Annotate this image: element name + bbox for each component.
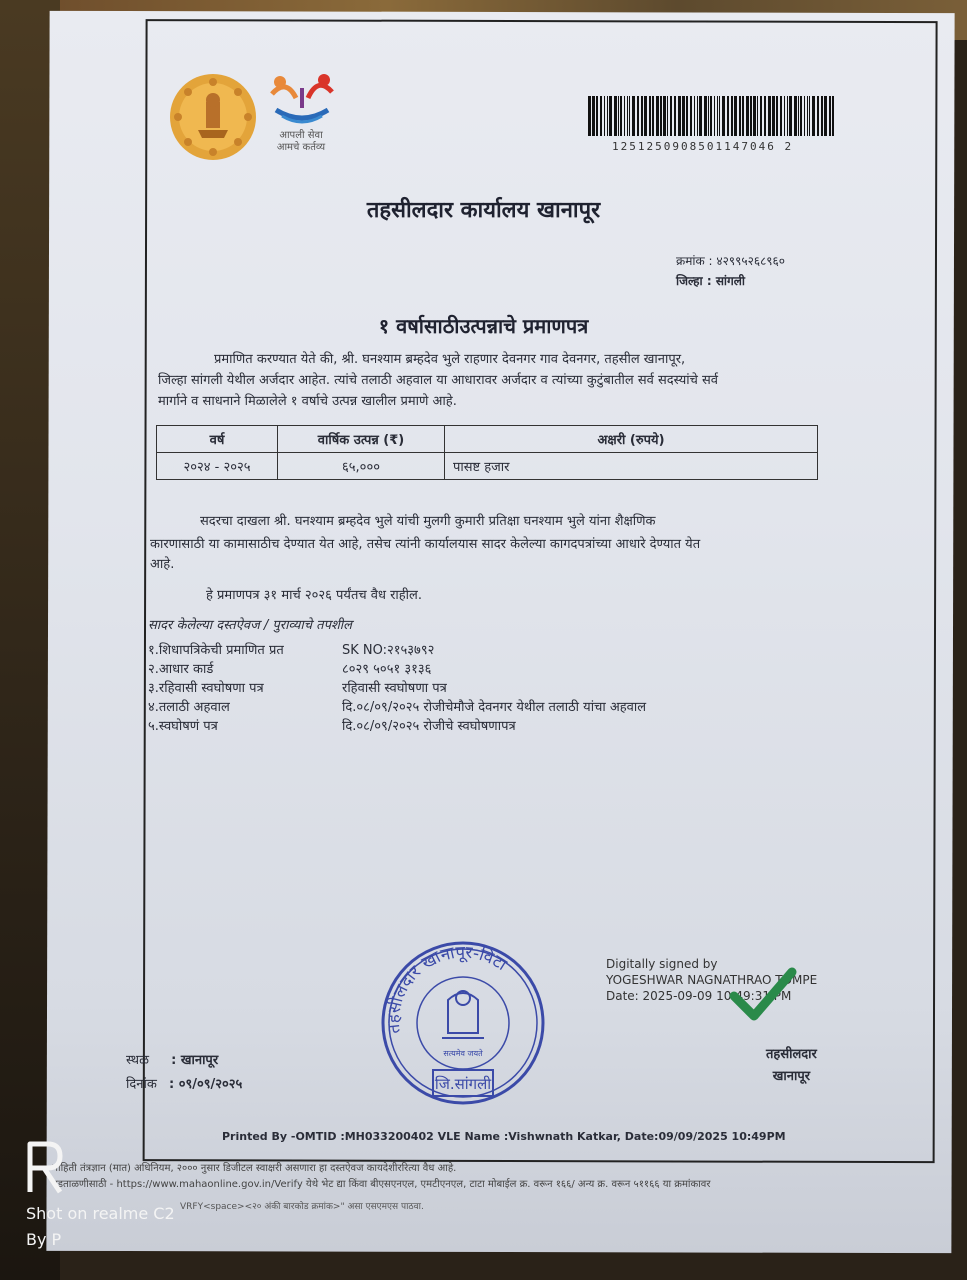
barcode-bar bbox=[757, 96, 758, 136]
barcode-bar bbox=[719, 96, 720, 136]
place-row bbox=[126, 1050, 218, 1068]
date-row bbox=[126, 1074, 242, 1092]
cell-income: ६५,००० bbox=[278, 453, 445, 480]
document-name: ३.रहिवासी स्वघोषणा पत्र bbox=[148, 681, 264, 696]
barcode-bar bbox=[794, 96, 797, 136]
cell-year: २०२४ - २०२५ bbox=[157, 453, 278, 480]
barcode-bar bbox=[717, 96, 718, 136]
district: जिल्हा : सांगली bbox=[676, 274, 746, 288]
barcode-bar bbox=[817, 96, 819, 136]
barcode-bar bbox=[596, 96, 598, 136]
document-name: ५.स्वघोषणं पत्र bbox=[148, 719, 218, 734]
documents-heading: सादर केलेल्या दस्तऐवज / पुराव्याचे तपशील bbox=[148, 618, 352, 633]
barcode-bar bbox=[678, 96, 681, 136]
cell-words: पासष्ट हजार bbox=[445, 453, 818, 480]
tahsildar-seal-icon bbox=[378, 938, 548, 1108]
barcode-bar bbox=[821, 96, 823, 136]
barcode-bar bbox=[772, 96, 775, 136]
document-name: २.आधार कार्ड bbox=[148, 662, 214, 677]
para2-line1: सदरचा दाखला श्री. घनश्याम ब्रम्हदेव भुले यांची मुलगी कुमारी प्रतिक्षा घनश्याम भुले यांना शैक्षणिक bbox=[200, 514, 656, 529]
barcode-bar bbox=[592, 96, 595, 136]
seal-outer-text: तहसीलदार खानापूर-विटा bbox=[383, 942, 511, 1035]
barcode-bar bbox=[674, 96, 676, 136]
barcode-bar bbox=[809, 96, 810, 136]
document-value: रहिवासी स्वघोषणा पत्र bbox=[342, 681, 447, 696]
barcode-bar bbox=[776, 96, 778, 136]
date-label: दिनांक bbox=[126, 1077, 157, 1092]
kramank: क्रमांक : ४२९९५२६८९६० bbox=[676, 254, 786, 268]
barcode-bar bbox=[784, 96, 785, 136]
barcode-bar bbox=[780, 96, 782, 136]
barcode-bar bbox=[739, 96, 741, 136]
barcode-bar bbox=[629, 96, 630, 136]
document-value: ८०२९ ५०५१ ३१३६ bbox=[342, 662, 432, 677]
realme-logo-icon bbox=[26, 1140, 66, 1196]
barcode-bar bbox=[588, 96, 591, 136]
signature-line1: Digitally signed by bbox=[606, 957, 718, 971]
barcode-bar bbox=[663, 96, 666, 136]
barcode-bar bbox=[708, 96, 709, 136]
barcode-bar bbox=[714, 96, 715, 136]
barcode-bar bbox=[686, 96, 688, 136]
date-value: : ०९/०९/२०२५ bbox=[168, 1077, 243, 1092]
barcode-bar bbox=[667, 96, 668, 136]
table-row bbox=[157, 453, 818, 480]
aapli-seva-logo-icon bbox=[266, 68, 338, 128]
camera-watermark-line1: Shot on realme C2 bbox=[26, 1204, 175, 1223]
barcode-bar bbox=[637, 96, 639, 136]
barcode-bar bbox=[652, 96, 654, 136]
seva-tagline: आपली सेवा आमचे कर्तव्य bbox=[276, 130, 326, 153]
barcode-bar bbox=[768, 96, 771, 136]
barcode-bar bbox=[600, 96, 602, 136]
para1-line3: मार्गाने व साधनाने मिळालेले १ वर्षाचे उत्पन्न खालील प्रमाणे आहे. bbox=[158, 394, 457, 409]
barcode-bar bbox=[731, 96, 733, 136]
signature-valid-check-icon bbox=[728, 964, 798, 1024]
barcode-bar bbox=[694, 96, 695, 136]
barcode-bar bbox=[620, 96, 622, 136]
barcode-bar bbox=[682, 96, 685, 136]
barcode-bar bbox=[722, 96, 725, 136]
barcode-bar bbox=[649, 96, 651, 136]
barcode-bar bbox=[742, 96, 744, 136]
barcode-bar bbox=[624, 96, 625, 136]
barcode-bar bbox=[746, 96, 749, 136]
footer-line2: पडताळणीसाठी - https://www.mahaonline.gov.in/Verify येथे भेट द्या किंवा बीएसएनएल, एमटीएनएल, टाटा मोबाईल क्र. वरून १६६/ अन्य क्र. वरून ५११६६ या क्रमांकावर bbox=[52, 1179, 711, 1190]
barcode-bar bbox=[660, 96, 662, 136]
barcode-bar bbox=[789, 96, 792, 136]
barcode-bar bbox=[734, 96, 737, 136]
barcode-bar bbox=[697, 96, 698, 136]
barcode-bar bbox=[750, 96, 752, 136]
para1-line2: जिल्हा सांगली येथील अर्जदार आहेत. त्यांचे तलाठी अहवाल या आधारावर अर्जदार व त्यांच्या कुटुंबातील सर्व सदस्यांचे सर्व bbox=[158, 373, 719, 388]
barcode-bar bbox=[804, 96, 805, 136]
document-name: १.शिधापत्रिकेची प्रमाणित प्रत bbox=[148, 643, 284, 658]
seal-bottom-text: जि.सांगली bbox=[434, 1075, 492, 1093]
para1-line1: प्रमाणित करण्यात येते की, श्री. घनश्याम ब्रम्हदेव भुले राहणार देवनगर गाव देवनगर, तहसील खानापूर, bbox=[214, 352, 686, 367]
barcode-bar bbox=[644, 96, 647, 136]
barcode-bar bbox=[787, 96, 788, 136]
tahsildar-designation bbox=[766, 1044, 817, 1088]
document-value: दि.०८/०९/२०२५ रोजीचेमौजे देवनगर येथील तलाठी यांचा अहवाल bbox=[342, 700, 647, 715]
barcode-bar bbox=[812, 96, 815, 136]
table-header-row bbox=[157, 426, 818, 453]
barcode-bar bbox=[764, 96, 766, 136]
barcode-bar bbox=[798, 96, 799, 136]
barcode-bar bbox=[807, 96, 808, 136]
footer-line1: माहिती तंत्रज्ञान (मात) अधिनियम, २००० नुसार डिजीटल स्वाक्षरी असणारा हा दस्तऐवज कायदेशीररित्या वैध आहे. bbox=[52, 1163, 457, 1174]
seal-motto: सत्यमेव जयते bbox=[443, 1049, 483, 1058]
maharashtra-emblem-icon bbox=[168, 72, 258, 162]
barcode-bar bbox=[609, 96, 612, 136]
certificate-title: १ वर्षासाठीउत्पन्नाचे प्रमाणपत्र bbox=[378, 314, 589, 338]
signature-date: Date: 2025-09-09 10:49:31 PM bbox=[606, 989, 792, 1003]
barcode-bar bbox=[618, 96, 619, 136]
camera-watermark-line2: By P bbox=[26, 1230, 62, 1249]
barcode-icon bbox=[588, 96, 838, 136]
barcode-bar bbox=[670, 96, 672, 136]
barcode-bar bbox=[800, 96, 802, 136]
printed-by: Printed By -OMTID :MH033200402 VLE Name :Vishwnath Katkar, Date:09/09/2025 10:49PM bbox=[222, 1130, 786, 1143]
para2-line2: कारणासाठी या कामासाठीच देण्यात येत आहे, तसेच त्यांनी कार्यालयास सादर केलेल्या कागदपत्रांच्या आधारे देण्यात येत bbox=[150, 537, 701, 552]
barcode-bar bbox=[753, 96, 756, 136]
place-label: स्थळ bbox=[126, 1053, 149, 1068]
barcode-bar bbox=[614, 96, 617, 136]
barcode-bar bbox=[632, 96, 635, 136]
barcode-bar bbox=[699, 96, 702, 136]
barcode-bar bbox=[727, 96, 729, 136]
barcode-bar bbox=[710, 96, 712, 136]
header-year: वर्ष bbox=[157, 426, 278, 453]
header-annual-income: वार्षिक उत्पन्न (₹) bbox=[278, 426, 445, 453]
document-value: SK NO:२१५३७९२ bbox=[342, 643, 435, 658]
barcode-bar bbox=[604, 96, 605, 136]
tahsildar-line1: तहसीलदार bbox=[766, 1047, 817, 1062]
barcode-bar bbox=[656, 96, 659, 136]
barcode-number: 1251250908501147046 2 bbox=[612, 140, 794, 153]
validity-text: हे प्रमाणपत्र ३१ मार्च २०२६ पर्यंतच वैध राहील. bbox=[206, 588, 422, 603]
barcode-bar bbox=[690, 96, 692, 136]
barcode-bar bbox=[829, 96, 831, 136]
place-value: : खानापूर bbox=[171, 1053, 219, 1068]
barcode-bar bbox=[704, 96, 707, 136]
para2-line3: आहे. bbox=[150, 557, 175, 572]
barcode-bar bbox=[824, 96, 827, 136]
footer-line3: VRFY<space><२० अंकी बारकोड क्रमांक>" असा एसएमएस पाठवा. bbox=[180, 1202, 424, 1212]
barcode-bar bbox=[607, 96, 608, 136]
document-value: दि.०८/०९/२०२५ रोजीचे स्वघोषणापत्र bbox=[342, 719, 516, 734]
document-name: ४.तलाठी अहवाल bbox=[148, 700, 230, 715]
barcode-bar bbox=[832, 96, 834, 136]
tahsildar-line2: खानापूर bbox=[772, 1069, 811, 1084]
barcode-bar bbox=[627, 96, 628, 136]
income-table bbox=[156, 425, 818, 480]
barcode-bar bbox=[641, 96, 643, 136]
office-title: तहसीलदार कार्यालय खानापूर bbox=[366, 198, 601, 223]
signature-name: YOGESHWAR NAGNATHRAO TOMPE bbox=[606, 973, 818, 987]
barcode-bar bbox=[760, 96, 762, 136]
header-in-words: अक्षरी (रुपये) bbox=[445, 426, 818, 453]
